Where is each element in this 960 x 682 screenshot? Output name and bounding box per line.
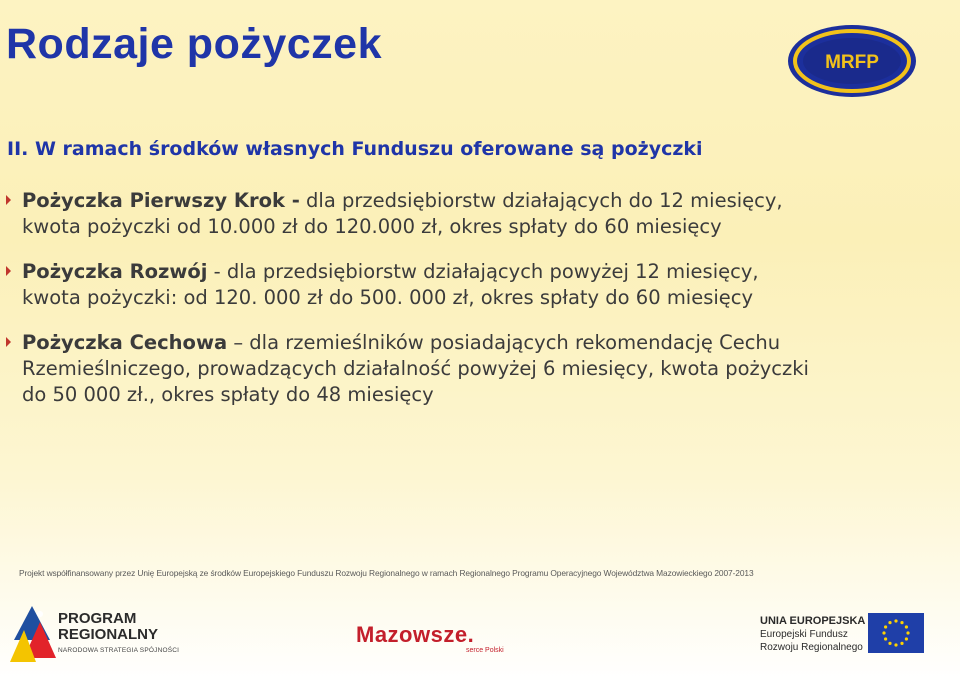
loan-name: Pożyczka Rozwój xyxy=(22,260,208,283)
loan-description: - dla przedsiębiorstw działających powyżej 12 miesięcy, xyxy=(207,260,759,283)
cofinancing-note: Projekt współfinansowany przez Unię Europejską ze środków Europejskiego Funduszu Rozwoju Regionalnego w ramach Regionalnego Programu Operacyjnego Województwa Mazowieckiego 2007-2013 xyxy=(19,568,754,578)
bullet-icon xyxy=(6,337,11,347)
bullet-icon xyxy=(6,266,11,276)
loan-name: Pożyczka Cechowa xyxy=(22,331,228,354)
slide-title: Rodzaje pożyczek xyxy=(6,20,382,68)
loan-item-pierwszy-krok xyxy=(6,188,946,240)
mrfp-logo-text: MRFP xyxy=(825,52,879,73)
loan-item-cechowa xyxy=(6,330,946,408)
loan-terms-continued: do 50 000 zł., okres spłaty do 48 miesięcy xyxy=(22,383,434,406)
mazowsze-logo: Mazowsze. xyxy=(356,622,475,647)
program-regionalny-text: PROGRAM REGIONALNY xyxy=(58,610,159,643)
mazowsze-tagline: serce Polski xyxy=(466,647,504,654)
loan-list xyxy=(6,188,946,427)
loan-name: Pożyczka Pierwszy Krok - xyxy=(22,189,300,212)
loan-description: dla przedsiębiorstw działających do 12 miesięcy, xyxy=(299,189,783,212)
eu-flag-icon xyxy=(868,613,924,653)
eu-label: UNIA EUROPEJSKA Europejski Fundusz Rozwoju Regionalnego xyxy=(760,615,866,653)
loan-terms: kwota pożyczki: od 120. 000 zł do 500. 000 zł, okres spłaty do 60 miesięcy xyxy=(22,286,754,309)
mrfp-logo xyxy=(784,22,920,100)
loan-description: – dla rzemieślników posiadających rekomendację Cechu xyxy=(227,331,781,354)
bullet-icon xyxy=(6,195,11,205)
loan-item-rozwoj xyxy=(6,259,946,311)
loan-terms: kwota pożyczki od 10.000 zł do 120.000 zł, okres spłaty do 60 miesięcy xyxy=(22,215,722,238)
section-subtitle: II. W ramach środków własnych Funduszu oferowane są pożyczki xyxy=(7,138,703,160)
program-regionalny-subtitle: NARODOWA STRATEGIA SPÓJNOŚCI xyxy=(58,647,180,654)
loan-terms: Rzemieślniczego, prowadzących działalność powyżej 6 miesięcy, kwota pożyczki xyxy=(22,357,809,380)
